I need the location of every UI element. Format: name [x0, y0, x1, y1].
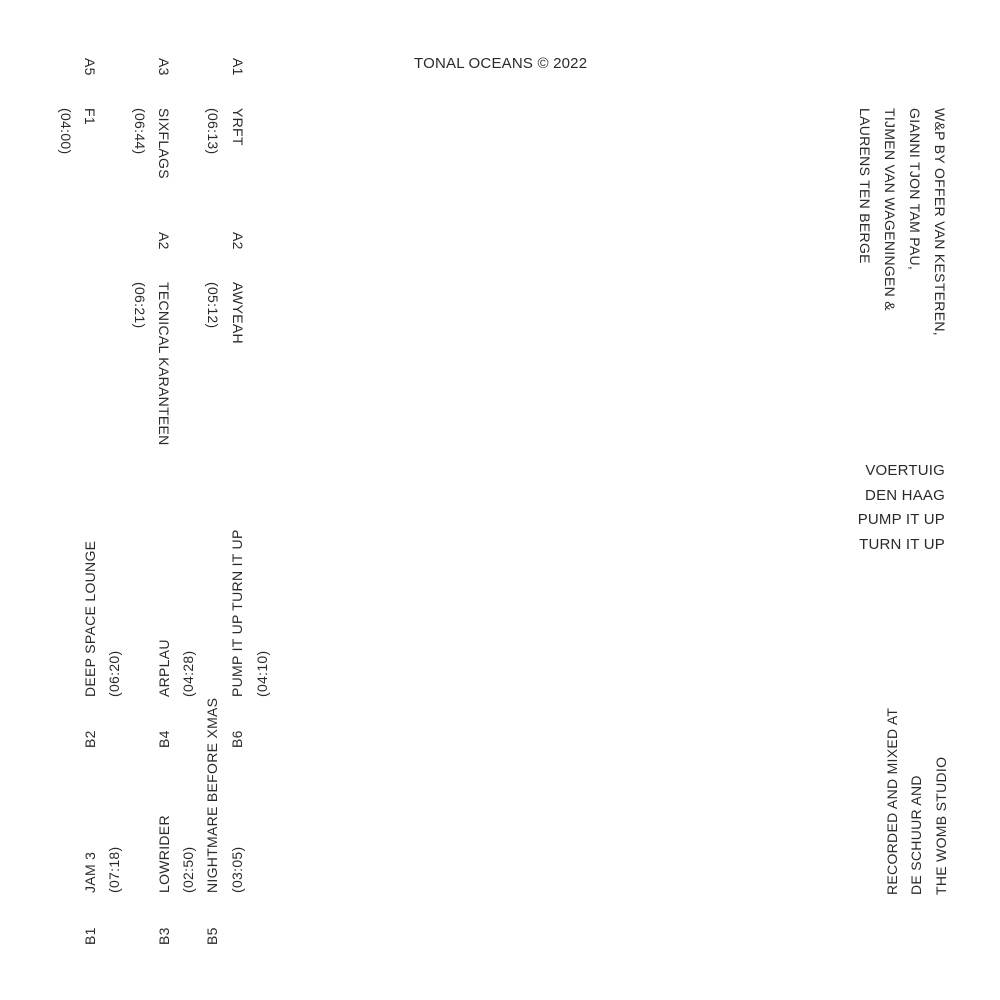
track-code: B2 [82, 730, 98, 748]
track-code: A2 [156, 232, 172, 250]
location-line: PUMP IT UP [857, 511, 945, 528]
track-title: TECNICAL KARANTEEN [156, 282, 172, 446]
track-duration: (06:20) [106, 650, 122, 697]
track-duration: (04:00) [58, 108, 74, 155]
track-code: A2 [230, 232, 246, 250]
track-title: AWYEAH [230, 282, 246, 344]
credits-line: LAURENS TEN BERGE [857, 108, 873, 264]
credits-line: W&P BY OFFER VAN KESTEREN, [932, 108, 948, 336]
location-line: TURN IT UP [859, 536, 945, 553]
track-duration: (06:21) [132, 282, 148, 329]
track-title: JAM 3 [82, 851, 98, 893]
track-code: A5 [82, 58, 98, 76]
track-title: SIXFLAGS [156, 108, 172, 179]
track-code: B6 [229, 730, 245, 748]
track-code: B1 [82, 927, 98, 945]
location-line: VOERTUIG [865, 462, 945, 479]
track-duration: (06:44) [132, 108, 148, 155]
copyright-label: TONAL OCEANS © 2022 [414, 55, 588, 72]
track-code: A1 [230, 58, 246, 76]
track-code: A3 [156, 58, 172, 76]
location-line: DEN HAAG [865, 487, 945, 504]
track-duration: (06:13) [205, 108, 221, 155]
track-duration: (07:18) [106, 846, 122, 893]
recording-line: THE WOMB STUDIO [933, 756, 949, 895]
credits-line: GIANNI TJON TAM PAU, [907, 108, 923, 271]
recording-line: DE SCHUUR AND [908, 775, 924, 895]
track-code: B4 [156, 730, 172, 748]
track-duration: (04:10) [254, 650, 270, 697]
track-title: ARPLAU [156, 639, 172, 697]
track-title: YRFT [230, 108, 246, 146]
track-title: NIGHTMARE BEFORE XMAS [204, 697, 220, 893]
track-code: B3 [156, 927, 172, 945]
track-duration: (03:05) [229, 846, 245, 893]
recording-line: RECORDED AND MIXED AT [884, 707, 900, 895]
track-duration: (05:12) [205, 282, 221, 329]
track-title: LOWRIDER [156, 815, 172, 893]
track-duration: (04:28) [180, 650, 196, 697]
track-title: DEEP SPACE LOUNGE [82, 540, 98, 697]
track-title: F1 [82, 108, 98, 125]
track-title: PUMP IT UP TURN IT UP [229, 529, 245, 697]
credits-line: TIJMEN VAN WAGENINGEN & [882, 108, 898, 311]
track-duration: (02:50) [180, 846, 196, 893]
track-code: B5 [204, 927, 220, 945]
